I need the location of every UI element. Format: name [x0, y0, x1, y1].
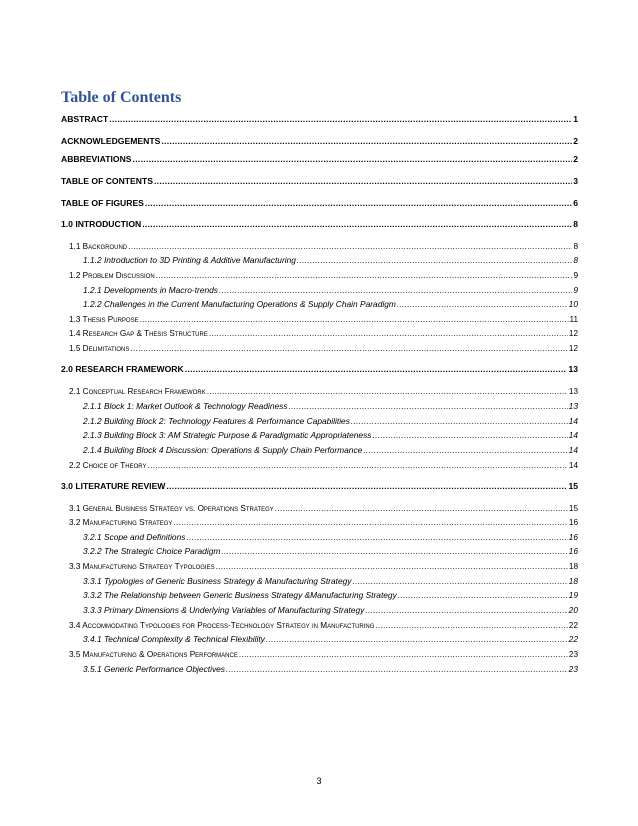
dot-leader: [133, 154, 573, 165]
toc-entry-page: 18: [568, 576, 578, 586]
toc-entry-page: 12: [568, 344, 578, 353]
dot-leader: [372, 430, 567, 441]
dot-leader: [109, 114, 572, 125]
toc-entry-label: 2.2 Choice of Theory: [69, 461, 147, 470]
toc-entry-page: 14: [568, 416, 578, 426]
toc-entry-page: 9: [573, 271, 578, 280]
toc-entry-label: 3.2.1 Scope and Definitions: [83, 532, 186, 542]
toc-entry-level-2[interactable]: [69, 386, 578, 397]
toc-entry-level-2[interactable]: [69, 241, 578, 252]
toc-entry-label: 3.2 Manufacturing Strategy: [69, 518, 173, 527]
dot-leader: [351, 416, 568, 427]
toc-entry-page: 14: [568, 445, 578, 455]
toc-entry-label: 3.3.3 Primary Dimensions & Underlying Variables of Manufacturing Strategy: [83, 605, 365, 615]
toc-entry-level-1[interactable]: [61, 364, 578, 375]
toc-entry-label: 1.3 Thesis Purpose: [69, 315, 139, 324]
toc-entry-page: 15: [568, 481, 578, 491]
toc-entry-page: 9: [573, 285, 578, 295]
toc-entry-page: 3: [573, 176, 578, 186]
toc-entry-level-2[interactable]: [69, 620, 578, 631]
toc-entry-level-1[interactable]: [61, 114, 578, 125]
toc-entry-page: 2: [573, 136, 578, 146]
toc-entry-page: 14: [568, 461, 578, 470]
toc-entry-level-3[interactable]: [83, 634, 578, 645]
dot-leader: [375, 620, 567, 631]
toc-title: Table of Contents: [61, 89, 182, 106]
dot-leader: [289, 401, 568, 412]
toc-entry-level-3[interactable]: [83, 430, 578, 441]
toc-entry-label: 3.5 Manufacturing & Operations Performance: [69, 650, 238, 659]
toc-entry-level-3[interactable]: [83, 664, 578, 675]
toc-entry-label: 2.1.2 Building Block 2: Technology Features & Performance Capabilities: [83, 416, 350, 426]
toc-entry-level-1[interactable]: [61, 176, 578, 187]
dot-leader: [207, 386, 568, 397]
toc-entry-page: 15: [568, 504, 578, 513]
toc-entry-label: 2.1 Conceptual Research Framework: [69, 387, 206, 396]
toc-entry-page: 22: [568, 621, 578, 630]
dot-leader: [185, 364, 568, 375]
toc-entry-page: 13: [568, 401, 578, 411]
dot-leader: [161, 136, 572, 147]
toc-entry-label: TABLE OF FIGURES: [61, 198, 144, 208]
toc-entry-level-3[interactable]: [83, 285, 578, 296]
dot-leader: [365, 605, 567, 616]
toc-entry-level-2[interactable]: [69, 460, 578, 471]
toc-entry-level-2[interactable]: [69, 314, 578, 325]
dot-leader: [297, 255, 572, 266]
toc-entry-label: 3.5.1 Generic Performance Objectives: [83, 664, 225, 674]
toc-entry-label: 3.1 General Business Strategy vs. Operations Strategy: [69, 504, 274, 513]
toc-entry-page: 2: [573, 154, 578, 164]
dot-leader: [128, 241, 572, 252]
toc-entry-label: 1.2.1 Developments in Macro-trends: [83, 285, 218, 295]
toc-entry-page: 18: [568, 562, 578, 571]
toc-entry-level-1[interactable]: [61, 219, 578, 230]
toc-entry-level-3[interactable]: [83, 546, 578, 557]
dot-leader: [363, 445, 567, 456]
toc-entry-label: 3.2.2 The Strategic Choice Paradigm: [83, 546, 221, 556]
toc-entry-page: 19: [568, 590, 578, 600]
toc-entry-level-2[interactable]: [69, 503, 578, 514]
toc-entry-level-2[interactable]: [69, 343, 578, 354]
toc-entry-level-3[interactable]: [83, 416, 578, 427]
toc-entry-label: TABLE OF CONTENTS: [61, 176, 153, 186]
toc-entry-label: 2.1.4 Building Block 4 Discussion: Operations & Supply Chain Performance: [83, 445, 363, 455]
dot-leader: [219, 285, 572, 296]
toc-entry-label: 1.2.2 Challenges in the Current Manufacturing Operations & Supply Chain Paradigm: [83, 299, 396, 309]
toc-entry-label: 3.3.1 Typologies of Generic Business Strategy & Manufacturing Strategy: [83, 576, 352, 586]
dot-leader: [226, 664, 568, 675]
toc-entry-level-2[interactable]: [69, 561, 578, 572]
dot-leader: [140, 314, 569, 325]
dot-leader: [156, 270, 573, 281]
toc-entry-label: ABBREVIATIONS: [61, 154, 132, 164]
toc-entry-label: 1.4 Research Gap & Thesis Structure: [69, 329, 208, 338]
toc-entry-page: 23: [568, 650, 578, 659]
toc-entry-page: 12: [568, 329, 578, 338]
toc-entry-page: 8: [573, 242, 578, 251]
toc-entry-level-3[interactable]: [83, 605, 578, 616]
toc-entry-level-3[interactable]: [83, 401, 578, 412]
toc-entry-level-1[interactable]: [61, 154, 578, 165]
toc-entry-page: 6: [573, 198, 578, 208]
toc-entry-level-2[interactable]: [69, 517, 578, 528]
toc-entry-label: 2.1.3 Building Block 3: AM Strategic Purpose & Paradigmatic Appropriateness: [83, 430, 372, 440]
toc-entry-label: 1.1 Background: [69, 242, 128, 251]
toc-entry-label: 3.3.2 The Relationship between Generic Business Strategy &Manufacturing Strategy: [83, 590, 397, 600]
dot-leader: [145, 198, 572, 209]
dot-leader: [166, 481, 567, 492]
toc-entry-page: 1: [573, 114, 578, 124]
toc-entry-page: 16: [568, 518, 578, 527]
toc-entry-label: 3.0 LITERATURE REVIEW: [61, 481, 166, 491]
toc-entry-page: 16: [568, 532, 578, 542]
dot-leader: [173, 517, 567, 528]
toc-entry-page: 20: [568, 605, 578, 615]
toc-entry-page: 8: [573, 255, 578, 265]
dot-leader: [275, 503, 568, 514]
dot-leader: [398, 590, 568, 601]
dot-leader: [148, 460, 568, 471]
toc-entry-label: 1.5 Delimitations: [69, 344, 130, 353]
toc-entry-label: 1.0 INTRODUCTION: [61, 219, 142, 229]
toc-entry-level-3[interactable]: [83, 299, 578, 310]
toc-entry-label: 2.0 RESEARCH FRAMEWORK: [61, 364, 184, 374]
toc-entry-level-3[interactable]: [83, 590, 578, 601]
dot-leader: [142, 219, 572, 230]
toc-entry-level-1[interactable]: [61, 481, 578, 492]
dot-leader: [352, 576, 567, 587]
toc-entry-label: ACKNOWLEDGEMENTS: [61, 136, 161, 146]
page-number: 3: [316, 776, 322, 786]
toc-entry-level-3[interactable]: [83, 445, 578, 456]
toc-entry-page: 16: [568, 546, 578, 556]
toc-entry-page: 13: [568, 364, 578, 374]
toc-entry-label: 1.2 Problem Discussion: [69, 271, 155, 280]
toc-entry-label: 1.1.2 Introduction to 3D Printing & Additive Manufacturing: [83, 255, 296, 265]
toc-entry-page: 13: [568, 387, 578, 396]
dot-leader: [221, 546, 567, 557]
dot-leader: [397, 299, 568, 310]
toc-entry-page: 8: [573, 219, 578, 229]
dot-leader: [154, 176, 572, 187]
dot-leader: [209, 328, 568, 339]
dot-leader: [186, 532, 567, 543]
toc-entry-page: 11: [569, 315, 578, 324]
toc-entry-page: 23: [568, 664, 578, 674]
toc-entry-page: 10: [568, 299, 578, 309]
toc-entry-page: 22: [568, 634, 578, 644]
toc-entry-page: 14: [568, 430, 578, 440]
toc-entry-label: ABSTRACT: [61, 114, 109, 124]
toc-entry-label: 2.1.1 Block 1: Market Outlook & Technology Readiness: [83, 401, 288, 411]
toc-entry-level-2[interactable]: [69, 649, 578, 660]
toc-entry-level-2[interactable]: [69, 328, 578, 339]
toc-entry-level-1[interactable]: [61, 136, 578, 147]
toc-entry-level-2[interactable]: [69, 270, 578, 281]
dot-leader: [239, 649, 568, 660]
dot-leader: [216, 561, 568, 572]
dot-leader: [130, 343, 568, 354]
toc-entry-level-1[interactable]: [61, 198, 578, 209]
toc-entry-level-3[interactable]: [83, 532, 578, 543]
toc-entry-level-3[interactable]: [83, 255, 578, 266]
toc-entry-level-3[interactable]: [83, 576, 578, 587]
dot-leader: [266, 634, 568, 645]
toc-entry-label: 3.4 Accommodating Typologies for Process-Technology Strategy in Manufacturing: [69, 621, 375, 630]
toc-entry-label: 3.4.1 Technical Complexity & Technical Flexibility: [83, 634, 265, 644]
toc-entry-label: 3.3 Manufacturing Strategy Typologies: [69, 562, 215, 571]
